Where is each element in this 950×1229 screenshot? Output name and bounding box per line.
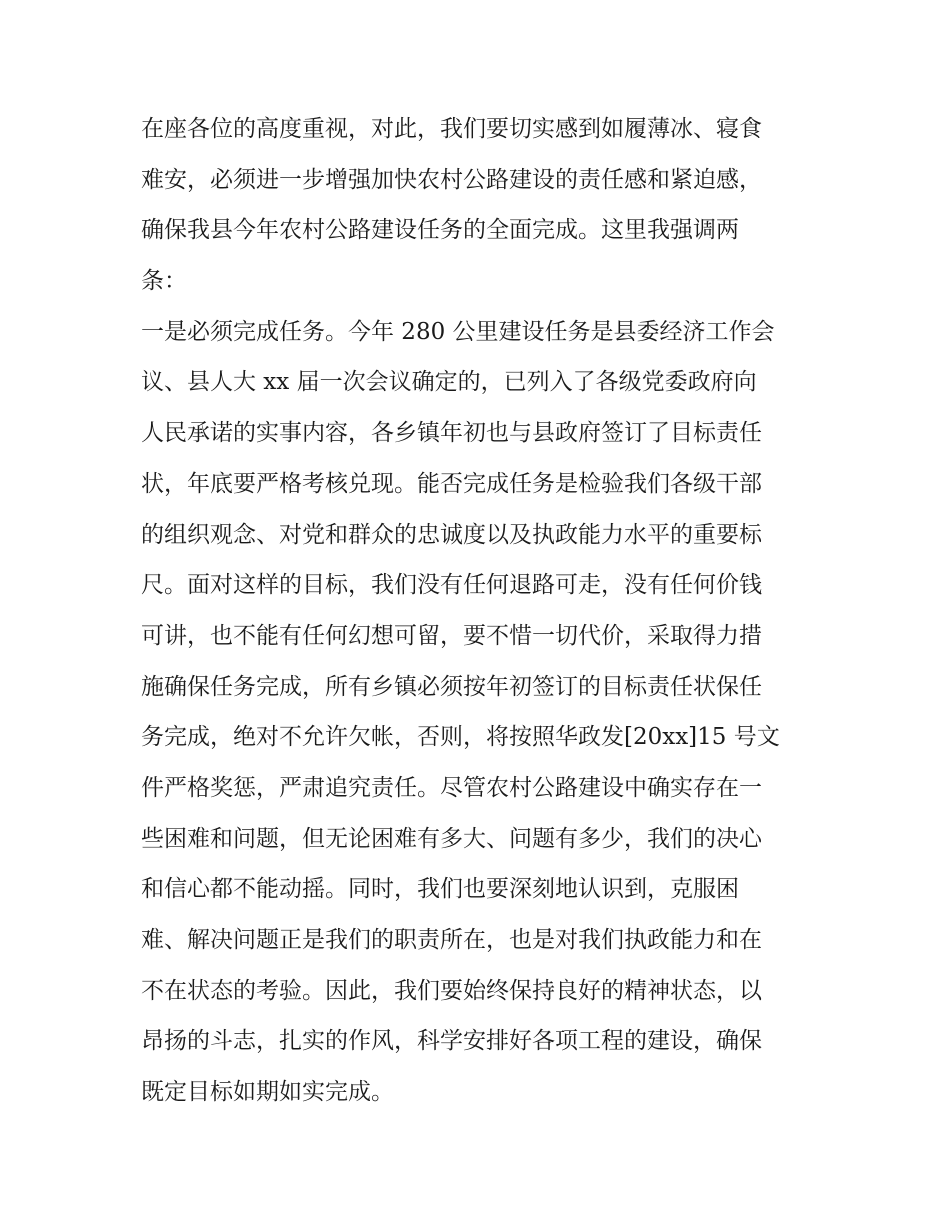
- text-line: 难安，必须进一步增强加快农村公路建设的责任感和紧迫感，: [141, 166, 762, 193]
- text-line: 在座各位的高度重视，对此，我们要切实感到如履薄冰、寝食: [141, 116, 762, 142]
- text-line: 昂扬的斗志，扎实的作风，科学安排好各项工程的建设，确保: [141, 1028, 762, 1055]
- text-line: 条：: [141, 268, 187, 295]
- text-line: 状，年底要严格考核兑现。能否完成任务是检验我们各级干部: [141, 470, 762, 497]
- text-line: 一是必须完成任务。今年 280 公里建设任务是县委经济工作会: [141, 318, 775, 345]
- text-line: 议、县人大 xx 届一次会议确定的，已列入了各级党委政府向: [141, 369, 757, 396]
- body-text: [141, 104, 813, 1118]
- text-line: 件严格奖惩，严肃追究责任。尽管农村公路建设中确实存在一: [141, 774, 762, 801]
- text-line: 不在状态的考验。因此，我们要始终保持良好的精神状态，以: [141, 977, 762, 1004]
- text-line: 难、解决问题正是我们的职责所在，也是对我们执政能力和在: [141, 927, 762, 953]
- text-line: 人民承诺的实事内容，各乡镇年初也与县政府签订了目标责任: [141, 420, 762, 447]
- text-line: 施确保任务完成，所有乡镇必须按年初签订的目标责任状保任: [141, 673, 762, 700]
- text-line: 可讲，也不能有任何幻想可留，要不惜一切代价，采取得力措: [141, 622, 762, 649]
- text-line: 确保我县今年农村公路建设任务的全面完成。这里我强调两: [141, 217, 739, 244]
- text-line: 些困难和问题，但无论困难有多大、问题有多少，我们的决心: [141, 825, 762, 852]
- text-line: 尺。面对这样的目标，我们没有任何退路可走，没有任何价钱: [141, 572, 762, 599]
- text-line: 的组织观念、对党和群众的忠诚度以及执政能力水平的重要标: [141, 521, 762, 548]
- text-line: 务完成，绝对不允许欠帐，否则，将按照华政发[20xx]15 号文: [141, 724, 780, 751]
- text-line: 既定目标如期如实完成。: [141, 1079, 394, 1106]
- text-line: 和信心都不能动摇。同时，我们也要深刻地认识到，克服困: [141, 876, 739, 903]
